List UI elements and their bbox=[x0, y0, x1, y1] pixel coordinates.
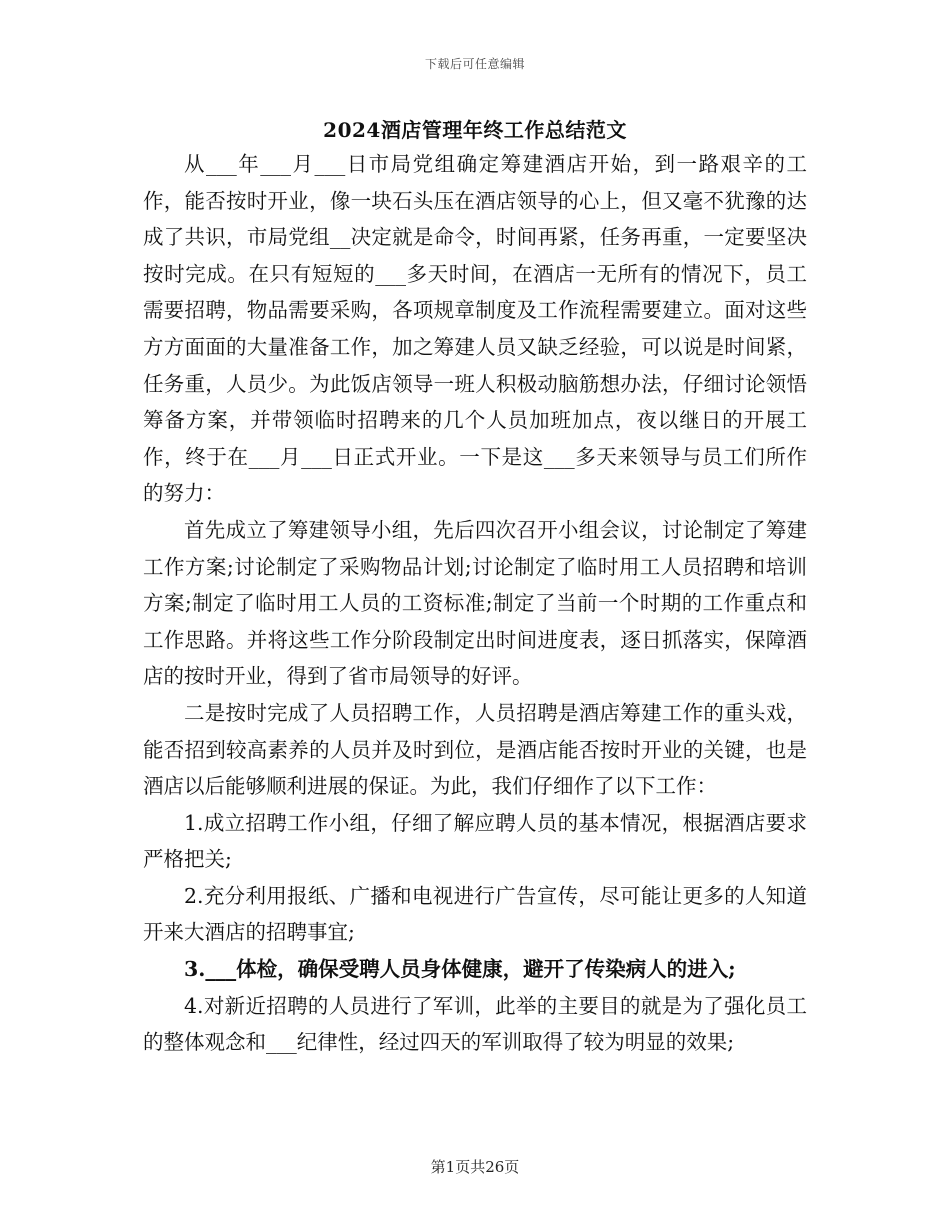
paragraph: 首先成立了筹建领导小组，先后四次召开小组会议，讨论制定了筹建工作方案;讨论制定了采购物品计划;讨论制定了临时用工人员招聘和培训方案;制定了临时用工人员的工资标准;制定了当前一个时期的工作重点和工作思路。并将这些工作分阶段制定出时间进度表，逐日抓落实，保障酒店的按时开业，得到了省市局领导的好评。 bbox=[143, 517, 807, 689]
paragraph: 从___年___月___日市局党组确定筹建酒店开始，到一路艰辛的工作，能否按时开业，像一块石头压在酒店领导的心上，但又毫不犹豫的达成了共识，市局党组__决定就是命令，时间再紧，任务再重，一定要坚决按时完成。在只有短短的___多天时间，在酒店一无所有的情况下，员工需要招聘，物品需要采购，各项规章制度及工作流程需要建立。面对这些方方面面的大量准备工作，加之筹建人员又缺乏经验，可以说是时间紧，任务重，人员少。为此饭店领导一班人积极动脑筋想办法，仔细讨论领悟筹备方案，并带领临时招聘来的几个人员加班加点，夜以继日的开展工作，终于在___月___日正式开业。一下是这___多天来领导与员工们所作的努力： bbox=[143, 152, 807, 506]
list-item: 1.成立招聘工作小组，仔细了解应聘人员的基本情况，根据酒店要求严格把关; bbox=[143, 810, 807, 872]
list-item: 2.充分利用报纸、广播和电视进行广告宣传，尽可能让更多的人知道开来大酒店的招聘事宜; bbox=[143, 883, 807, 945]
list-item-bold: 3.___体检，确保受聘人员身体健康，避开了传染病人的进入; bbox=[184, 957, 736, 982]
paragraph: 二是按时完成了人员招聘工作，人员招聘是酒店筹建工作的重头戏，能否招到较高素养的人员并及时到位，是酒店能否按时开业的关键，也是酒店以后能够顺利进展的保证。为此，我们仔细作了以下工作： bbox=[143, 700, 807, 799]
document-body bbox=[143, 146, 807, 1061]
page-indicator: 第1页共26页 bbox=[430, 1158, 520, 1176]
header-note: 下载后可任意编辑 bbox=[424, 57, 525, 71]
list-item: 4.对新近招聘的人员进行了军训，此举的主要目的就是为了强化员工的整体观念和___纪律性，经过四天的军训取得了较为明显的效果; bbox=[143, 993, 807, 1055]
document-title: 2024酒店管理年终工作总结范文 bbox=[323, 118, 627, 142]
